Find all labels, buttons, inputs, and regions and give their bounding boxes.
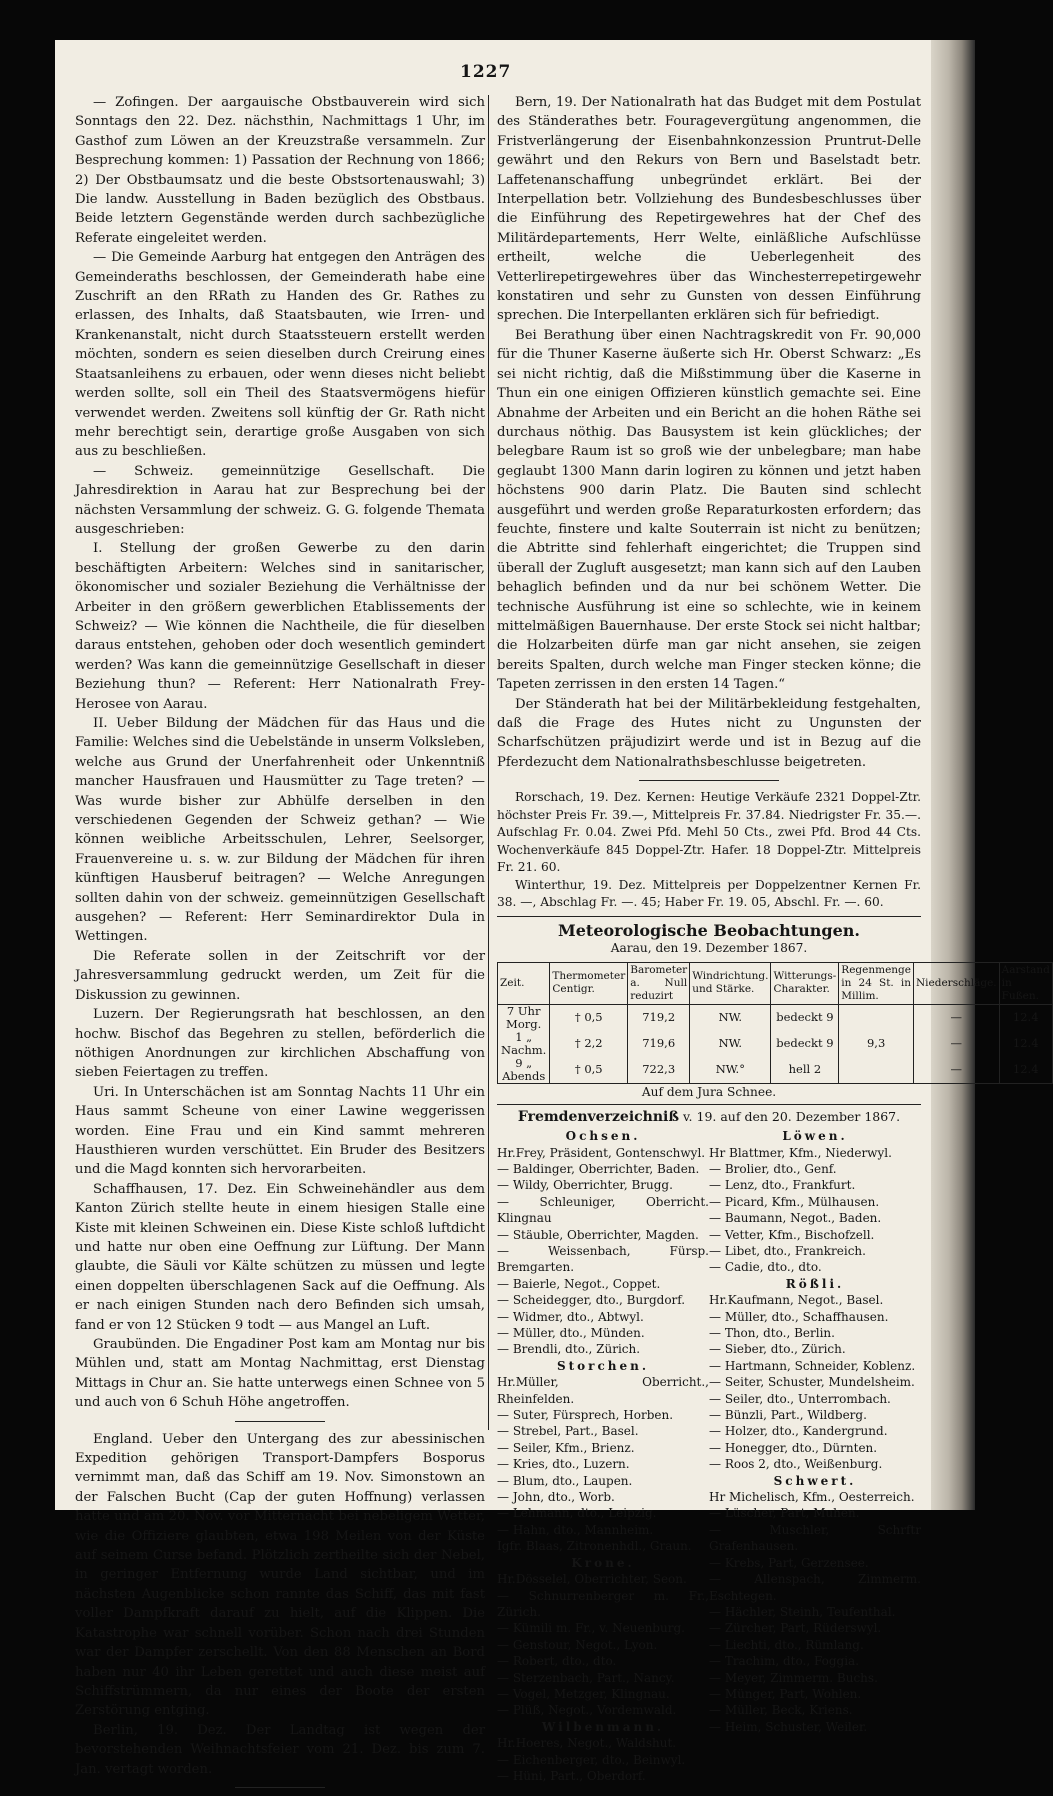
visitor-entry: — Seiter, Schuster, Mundelsheim. — [709, 1375, 915, 1390]
weather-title: Meteorologische Beobachtungen. — [558, 920, 860, 940]
weather-cell: NW. — [690, 1004, 771, 1031]
section-rule — [235, 1421, 325, 1422]
visitor-entry: — Genstour, Negot., Lyon. — [497, 1637, 658, 1652]
article-zofingen: — Zofingen. Der aargauische Obstbauverein wird sich Sonntags den 22. Dez. nächsthin, Nachmittags 1 Uhr, im Gasthof zum Löwen an der Kreuzstraße versammeln. Zur Besprechung kommen: 1) Passation der Rechnung von 1866; 2) Der Obstbaumsatz und die beste Obstsortenauswahl; 3) Die landw. Ausstellung in Baden bezüglich des Obstbaus. Beide letztern Gegenstände werden durch sachbezügliche Referate eingeleitet werden. — [75, 95, 485, 246]
visitor-entry: — Bünzli, Part., Wildberg. — [709, 1408, 867, 1423]
weather-row — [498, 1004, 1053, 1031]
weather-cell: † 2,2 — [550, 1031, 628, 1057]
visitor-entry: — Seiler, dto., Unterrombach. — [709, 1391, 891, 1406]
visitor-entry: — Wildy, Oberrichter, Brugg. — [497, 1178, 673, 1193]
theme-two: II. Ueber Bildung der Mädchen für das Haus und die Familie: Welches sind die Uebelstände in unserm Volksleben, welche aus Grund der Unerfahrenheit oder Unkenntniß mancher Hausfrauen und Hausmütter zu Tage treten? — Was wurde bisher zur Abhülfe derselben in den verschiedenen Gegenden der Schweiz gethan? — Wie können weibliche Arbeitsschulen, Lehrer, Seelsorger, Frauenvereine u. s. w. zur Bildung der Mädchen für ihren künftigen Hausberuf beitragen? — Welche Anregungen sollten dahin von der schweiz. gemeinnützigen Gesellschaft ausgehen? — Referent: Herr Seminardirektor Dula in Wettingen. — [75, 716, 485, 945]
visitor-entry: — Hüni, Part., Oberdorf. — [497, 1768, 646, 1783]
market-rorschach: Rorschach, 19. Dez. Kernen: Heutige Verkäufe 2321 Doppel-Ztr. höchster Preis Fr. 39.—, Mittelpreis Fr. 37.84. Niedrigster Fr. 35.—. Aufschlag Fr. 0.04. Zwei Pfd. Mehl 50 Cts., zwei Pfd. Brod 44 Cts. Wochenverkäufe 845 Doppel-Ztr. Hafer. 18 Doppel-Ztr. Mittelpreis Fr. 21. 60. — [497, 790, 921, 875]
visitor-entry: — Sieber, dto., Zürich. — [709, 1342, 846, 1357]
visitor-entry: — Scheidegger, dto., Burgdorf. — [497, 1293, 686, 1308]
visitor-entry: — Müller, dto., Münden. — [497, 1326, 645, 1340]
visitor-entry: — Muschler, Schrftr Grafenhausen. — [709, 1522, 921, 1554]
weather-cell: 9 „ Abends — [498, 1057, 550, 1084]
visitor-entry: — Krebs, Part, Gerzensee. — [709, 1555, 869, 1570]
visitor-entry: — Lüscher, Part, Muhen. — [709, 1506, 860, 1521]
visitor-entry: — Eichenberger, dto., Beinwyl. — [497, 1752, 686, 1767]
visitor-entry: — Kries, dto., Luzern. — [497, 1457, 630, 1472]
section-rule — [235, 1787, 325, 1788]
column-divider — [488, 95, 489, 1430]
article-england: England. Ueber den Untergang des zur abessinischen Expedition gehörigen Transport-Dampfers Bosporus vernimmt man, daß das Schiff am 19. Nov. Simonstown an der Falschen Bucht (Cap der guten Hoffnung) verlassen hatte und am 20. Nov. vor Mitternacht bei nebeligem Wetter, wie die Offiziere glaubten, etwa 198 Meilen von der Küste auf seinem Curse befand. Plötzlich zertheilte sich der Nebel, in geringer Entfernung wurde Land sichtbar, und im nächsten Augenblicke schon rannte das Schiff, das mit fast voller Dampfkraft darauf zu hielt, auf die Klippen. Die Katastrophe war schnell vorüber. Schon nach drei Stunden war der Dampfer zerschellt. Von den 88 Menschen an Bord haben nur 40 ihr Leben gerettet und auch diese meist auf Schiffstrümmern, da nur eines der Boote der ersten Zerstörung entging. — [75, 1431, 485, 1719]
weather-cell: 719,6 — [628, 1031, 690, 1057]
visitor-entry: — Schnurrenberger m. Fr., Zürich. — [497, 1588, 709, 1619]
market-winterthur: Winterthur, 19. Dez. Mittelpreis per Doppelzentner Kernen Fr. 38. —, Abschlag Fr. —. 45; Haber Fr. 19. 05, Abschl. Fr. —. 60. — [497, 877, 921, 910]
visitor-entry: — Blum, dto., Laupen. — [497, 1473, 633, 1488]
visitors-heading — [497, 1108, 921, 1126]
visitor-entry: — Münger, Part, Wohlen. — [709, 1686, 862, 1701]
weather-cell: 719,2 — [628, 1004, 690, 1031]
visitor-entry: — Schleuniger, Oberricht. Klingnau — [497, 1194, 709, 1226]
visitor-entry: — Roos 2, dto., Weißenburg. — [709, 1457, 883, 1472]
visitor-entry: — Vogel, Metzger, Klingnau. — [497, 1686, 670, 1701]
visitor-column-right — [709, 1128, 921, 1784]
visitor-entry: — Picard, Kfm., Mülhausen. — [709, 1194, 880, 1209]
visitor-entry: — Liechti, dto., Rümlang. — [709, 1637, 864, 1652]
weather-row — [498, 1031, 1053, 1057]
weather-cell — [839, 1057, 914, 1084]
theme-one: I. Stellung der großen Gewerbe zu den darin beschäftigten Arbeitern: Welches sind in sanitarischer, ökonomischer und sozialer Beziehung die Verhältnisse der Arbeiter in den größern gewerblichen Etablissements der Schweiz? — Wie können die Nachtheile, die für dieselben daraus entstehen, gehoben oder doch wesentlich gemindert werden? Was kann die gemeinnützige Gesellschaft in dieser Beziehung thun? — Referent: Herr Nationalrath Frey-Herosee von Aarau. — [75, 541, 485, 712]
article-uri: Uri. In Unterschächen ist am Sonntag Nachts 11 Uhr ein Haus sammt Scheune von einer Lawine weggerissen worden. Eine Frau und ein Kind sammt mehreren Hausthieren wurden verschüttet. Ein Bruder des Besitzers und die Magd konnten sich hervorarbeiten. — [75, 1084, 485, 1178]
visitor-entry: — Brendli, dto., Zürich. — [497, 1342, 641, 1357]
visitor-entry: — Strebel, Part., Basel. — [497, 1424, 639, 1439]
visitor-entry: — Libet, dto., Frankreich. — [709, 1243, 866, 1258]
weather-table — [497, 962, 1053, 1084]
weather-column-header: Witterungs-Charakter. — [771, 962, 839, 1004]
visitor-entry: — Brolier, dto., Genf. — [709, 1161, 837, 1176]
article-bern: Bern, 19. Der Nationalrath hat das Budget mit dem Postulat des Ständerathes betr. Fouragevergütung angenommen, die Fristverlängerung der Eisenbahnkonzession Pruntrut-Delle gewährt und den Rekurs von Bern und Baselstadt betr. Laffetenanschaffung unbegründet erklärt. Bei der Interpellation betr. Vollziehung des Bundesbeschlusses über die Einführung des Repetirgewehres hat der Chef des Militärdepartements, Herr Welte, einläßliche Aufschlüsse ertheilt, welche die Ueberlegenheit des Vetterlirepetirgewehres über das Winchesterrepetirgewehr konstatiren und sehr zu Gunsten von dessen Einführung sprechen. Die Interpellanten erklären sich für befriedigt. — [497, 95, 921, 324]
weather-cell — [839, 1004, 914, 1031]
visitor-entry: — Zürcher, Part, Rüderswyl. — [709, 1621, 882, 1636]
page-number: 1227 — [460, 62, 512, 82]
visitor-entry: — Hächler, Steinh, Teufenthal. — [709, 1604, 896, 1619]
weather-cell: 12.4 — [999, 1031, 1052, 1057]
section-rule — [497, 916, 921, 917]
article-berlin: Berlin, 19. Dez. Der Landtag ist wegen der bevorstehenden Weihnachtsfeier vom 21. Dez. bis zum 7. Jan. vertagt worden. — [75, 1722, 485, 1777]
visitor-entry: — Kümili m. Fr., v. Neuenburg. — [497, 1621, 685, 1636]
visitor-entry: — Vetter, Kfm., Bischofzell. — [709, 1227, 875, 1242]
visitor-entry: — Lehmann, dto., Leipzig. — [497, 1506, 657, 1521]
visitor-entry: — Hartmann, Schneider, Koblenz. — [709, 1358, 916, 1373]
hotel-heading: Rößli. — [785, 1276, 845, 1291]
visitor-entry: Hr.Dösselel, Oberrichter, Seon. — [497, 1572, 687, 1587]
visitor-lists — [497, 1128, 921, 1784]
visitor-entry: — Cadie, dto., dto. — [709, 1260, 822, 1275]
visitor-entry: Hr.Kaufmann, Negot., Basel. — [709, 1293, 884, 1308]
visitor-entry: — Plüß, Negot., Vordemwald. — [497, 1703, 677, 1718]
visitor-entry: Igfr. Blaas, Zitronenhdl., Graun. — [497, 1539, 692, 1554]
weather-cell: — — [913, 1031, 999, 1057]
weather-cell: NW. — [690, 1031, 771, 1057]
visitor-entry: — John, dto., Worb. — [497, 1490, 615, 1505]
visitor-entry: — Thon, dto., Berlin. — [709, 1326, 835, 1340]
visitor-entry: Hr Blattmer, Kfm., Niederwyl. — [709, 1145, 892, 1160]
weather-cell: 12.4 — [999, 1004, 1052, 1031]
weather-column-header: Niederschläge. — [913, 962, 999, 1004]
weather-column-header: Aarstand in Fußen. — [999, 962, 1052, 1004]
visitor-entry: — Weissenbach, Fürsp. Bremgarten. — [497, 1243, 709, 1275]
weather-column-header: Zeit. — [498, 962, 550, 1004]
weather-column-header: Windrichtung. und Stärke. — [690, 962, 771, 1004]
visitor-entry: — Holzer, dto., Kandergrund. — [709, 1424, 888, 1439]
right-column — [497, 93, 1050, 1784]
visitor-entry: — Lenz, dto., Frankfurt. — [709, 1178, 856, 1193]
visitor-entry: — Baldinger, Oberrichter, Baden. — [497, 1161, 700, 1176]
visitor-entry: Hr.Hoeres, Negot., Waldshut. — [497, 1736, 677, 1751]
visitor-entry: — Suter, Fürsprech, Horben. — [497, 1408, 674, 1423]
visitors-title: Fremdenverzeichniß — [517, 1109, 679, 1126]
weather-cell: hell 2 — [771, 1057, 839, 1084]
weather-row — [498, 1057, 1053, 1084]
visitor-entry: — Müller, Beck, Kriens. — [709, 1703, 853, 1718]
weather-cell: NW.° — [690, 1057, 771, 1084]
weather-cell: 1 „ Nachm. — [498, 1031, 550, 1057]
article-referate: Die Referate sollen in der Zeitschrift vor der Jahresversammlung gedruckt werden, um Zeit für die Diskussion zu gewinnen. — [75, 948, 485, 1003]
visitor-entry: — Trachim, dto., Foggia. — [709, 1654, 860, 1669]
visitor-entry: Hr.Müller, Oberricht., Rheinfelden. — [497, 1375, 709, 1406]
weather-cell: — — [913, 1057, 999, 1084]
visitor-entry: — Hahn, dto., Mannheim. — [497, 1522, 654, 1537]
weather-cell: † 0,5 — [550, 1004, 628, 1031]
hotel-heading: Schwert. — [773, 1473, 857, 1488]
visitors-subtitle: v. 19. auf den 20. Dezember 1867. — [682, 1109, 901, 1125]
visitor-entry: — Widmer, dto., Abtwyl. — [497, 1309, 644, 1324]
visitor-entry: — Sterzenbach, Part., Nancy. — [497, 1670, 675, 1685]
hotel-heading: Wilbenmann. — [541, 1719, 665, 1734]
section-rule — [497, 1104, 921, 1105]
hotel-heading: Krone. — [571, 1555, 635, 1570]
visitor-entry: — Müller, dto., Schaffhausen. — [709, 1309, 889, 1324]
weather-cell: bedeckt 9 — [771, 1004, 839, 1031]
article-staenderath: Der Ständerath hat bei der Militärbekleidung festgehalten, daß die Frage des Hutes nicht zu Ungunsten der Scharfschützen präjudizirt werde und ist in Bezug auf die Pferdezucht dem Nationalrathsbeschlusse beigetreten. — [497, 696, 921, 770]
weather-cell: † 0,5 — [550, 1057, 628, 1084]
article-graubuenden: Graubünden. Die Engadiner Post kam am Montag nur bis Mühlen und, statt am Montag Nachmittag, erst Dienstag Mittags in Chur an. Sie hatte unterwegs einen Schnee von 5 und auch von 6 Schuh Höhe angetroffen. — [75, 1337, 485, 1411]
visitor-entry: Hr Michelisch, Kfm., Oesterreich. — [709, 1490, 915, 1505]
article-thuner-kaserne: Bei Berathung über einen Nachtragskredit von Fr. 90,000 für die Thuner Kaserne äußerte sich Hr. Oberst Schwarz: „Es sei nicht richtig, daß die Mißstimmung über die Kaserne in Thun ein one einigen Offizieren künstlich gemachte sei. Eine Abnahme der Arbeiten und ein Bericht an die hohen Räthe sei durchaus nöthig. Das Bausystem ist kein glückliches; der belegbare Raum ist so groß wie der unbelegbare; man habe geglaubt 1300 Mann darin logiren zu können und jetzt haben höchstens 900 darin Platz. Die Bauten sind schlecht ausgeführt und werden große Reparaturkosten erfordern; das feuchte, finstere und kalte Souterrain ist nicht zu benützen; die Abtritte sind fehlerhaft eingerichtet; die Truppen sind überall der Zugluft ausgesetzt; man kann sich auf den Lauben behaglich befinden und da nur bei schönem Wetter. Die technische Ausführung ist eine so schlechte, wie in keinem mittelmäßigen Bauernhause. Der erste Stock sei nicht haltbar; die Holzarbeiten dürfe man gar nicht ansehen, sie zeigen bereits Spalten, durch welche man Finger stecken könne; die Tapeten zerrissen in den ersten 14 Tagen.“ — [497, 327, 921, 693]
visitor-entry: — Stäuble, Oberrichter, Magden. — [497, 1227, 699, 1242]
weather-cell: bedeckt 9 — [771, 1031, 839, 1057]
weather-footer: Auf dem Jura Schnee. — [641, 1084, 777, 1099]
visitor-entry: — Baierle, Negot., Coppet. — [497, 1276, 661, 1291]
book-page-edge — [931, 40, 975, 1510]
visitor-entry: — Seiler, Kfm., Brienz. — [497, 1440, 635, 1455]
visitor-entry: — Honegger, dto., Dürnten. — [709, 1440, 878, 1455]
weather-cell: 9,3 — [839, 1031, 914, 1057]
article-gemeinnuetzige-gesellschaft: — Schweiz. gemeinnützige Gesellschaft. Die Jahresdirektion in Aarau hat zur Besprechung bei der nächsten Versammlung der schweiz. G. G. folgende Themata ausgeschrieben: — [75, 463, 485, 537]
visitor-entry: — Meyer, Zimmerm. Buchs. — [709, 1670, 878, 1685]
visitor-entry: — Allenspach, Zimmerm. Eschtegen. — [709, 1572, 921, 1603]
hotel-heading: Storchen. — [556, 1358, 650, 1373]
article-schaffhausen: Schaffhausen, 17. Dez. Ein Schweinehändler aus dem Kanton Zürich stellte heute in einem hiesigen Stalle eine Kiste mit kleinen Schweinen ein. Diese Kiste schloß luftdicht und hatte nur oben eine Oeffnung zur Lüftung. Der Mann glaubte, die Säuli vor Kälte schützen zu müssen und legte einen doppelten überschlagenen Sack auf die Oeffnung. Als er nach einigen Stunden nach dero Befinden sich umsah, fand er von 12 Stücken 9 todt — aus Mangel an Luft. — [75, 1181, 485, 1333]
visitor-entry: — Heim, Schuster, Weiler. — [709, 1719, 868, 1734]
article-luzern: Luzern. Der Regierungsrath hat beschlossen, an den hochw. Bischof das Begehren zu stellen, beförderlich die nöthigen Anordnungen zur kirchlichen Abschaffung von sieben Feiertagen zu treffen. — [75, 1007, 485, 1081]
section-rule — [639, 780, 779, 781]
weather-cell: 7 Uhr Morg. — [498, 1004, 550, 1031]
article-aarburg: — Die Gemeinde Aarburg hat entgegen den Anträgen des Gemeinderaths beschlossen, der Gemeinderath habe eine Zuschrift an den RRath zu Handen des Gr. Rathes zu erlassen, des Inhalts, daß Staatsbauten, wie Irren- und Krankenanstalt, nicht durch Staatssteuern erstellt werden möchten, sondern es seien dieselben durch Creirung eines Staatsanleihens zu erbauen, oder wenn dieses nicht beliebt werden sollte, soll ein Theil des Staatsvermögens hiefür verwendet werden. Zweitens soll künftig der Gr. Rath nicht mehr berechtigt sein, derartige große Ausgaben von sich aus zu beschließen. — [75, 250, 485, 460]
weather-subtitle: Aarau, den 19. Dezember 1867. — [610, 941, 808, 956]
weather-cell: 12.4 — [999, 1057, 1052, 1084]
visitor-column-left — [497, 1128, 709, 1784]
visitor-entry: Hr.Frey, Präsident, Gontenschwyl. — [497, 1145, 706, 1160]
weather-header-row — [498, 962, 1053, 1004]
left-column — [75, 93, 485, 1796]
newspaper-page — [55, 40, 1050, 1783]
weather-column-header: Regenmenge in 24 St. in Millim. — [839, 962, 914, 1004]
visitor-entry: — Baumann, Negot., Baden. — [709, 1211, 882, 1226]
hotel-heading: Löwen. — [782, 1129, 848, 1144]
weather-column-header: Barometer a. Null reduzirt — [628, 962, 690, 1004]
visitor-entry: — Robert, dto., dto. — [497, 1654, 617, 1669]
weather-cell: — — [913, 1004, 999, 1031]
weather-cell: 722,3 — [628, 1057, 690, 1084]
weather-column-header: Thermometer Centigr. — [550, 962, 628, 1004]
hotel-heading: Ochsen. — [565, 1129, 641, 1144]
